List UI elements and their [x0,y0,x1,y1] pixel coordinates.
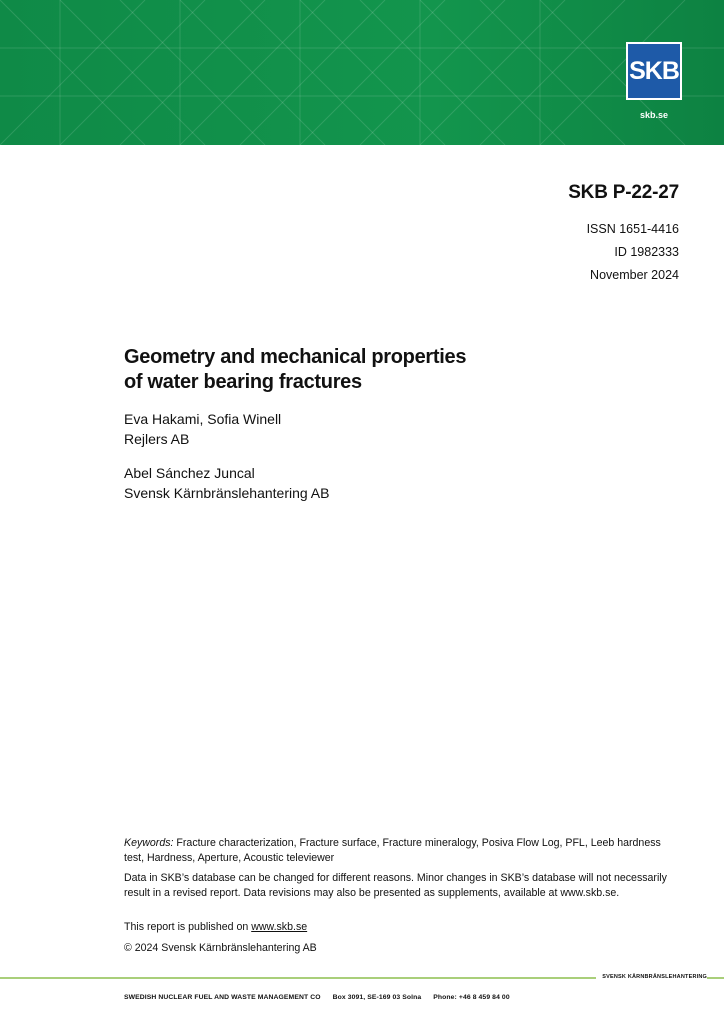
author-organization: Rejlers AB [124,431,190,447]
footer-contact [124,994,520,1001]
copyright: © 2024 Svensk Kärnbränslehantering AB [124,942,317,954]
title-line-2: of water bearing fractures [124,371,362,393]
report-number: SKB P-22-27 [568,182,679,203]
report-id: ID 1982333 [614,245,679,259]
logo-url: skb.se [639,110,669,120]
keywords-text: Fracture characterization, Fracture surface, Fracture mineralogy, Posiva Flow Log, PFL, Leeb hardness test, Hardness, Aperture, Acoustic televiewer [124,837,661,864]
footer-company: SWEDISH NUCLEAR FUEL AND WASTE MANAGEMENT CO [124,994,321,1001]
issn: ISSN 1651-4416 [586,222,679,236]
author-group-2 [124,463,329,503]
banner-pattern [0,0,724,145]
footer-org-name: SVENSK KÄRNBRÄNSLEHANTERING [596,974,707,980]
skb-logo [626,42,682,100]
title-line-1: Geometry and mechanical properties [124,346,467,368]
report-date: November 2024 [590,268,679,282]
data-note: Data in SKB’s database can be changed for different reasons. Minor changes in SKB’s database will not necessarily result in a revised report. Data revisions may also be presented as supplements, available at www.skb.se. [124,872,667,899]
publication-prefix: This report is published on [124,921,252,933]
author-names: Abel Sánchez Juncal [124,465,255,481]
author-group-1 [124,409,281,449]
document-title [124,345,604,395]
author-organization: Svensk Kärnbränslehantering AB [124,485,330,501]
footer-phone: Phone: +46 8 459 84 00 [433,994,510,1001]
footer-address: Box 3091, SE-169 03 Solna [332,994,422,1001]
publication-note [124,920,672,935]
keywords-label: Keywords: [124,837,174,849]
skb-website-link[interactable]: www.skb.se [251,921,308,933]
header-banner [0,0,724,145]
keywords [124,836,672,865]
logo-text: SKB [629,56,679,85]
author-names: Eva Hakami, Sofia Winell [124,411,282,427]
